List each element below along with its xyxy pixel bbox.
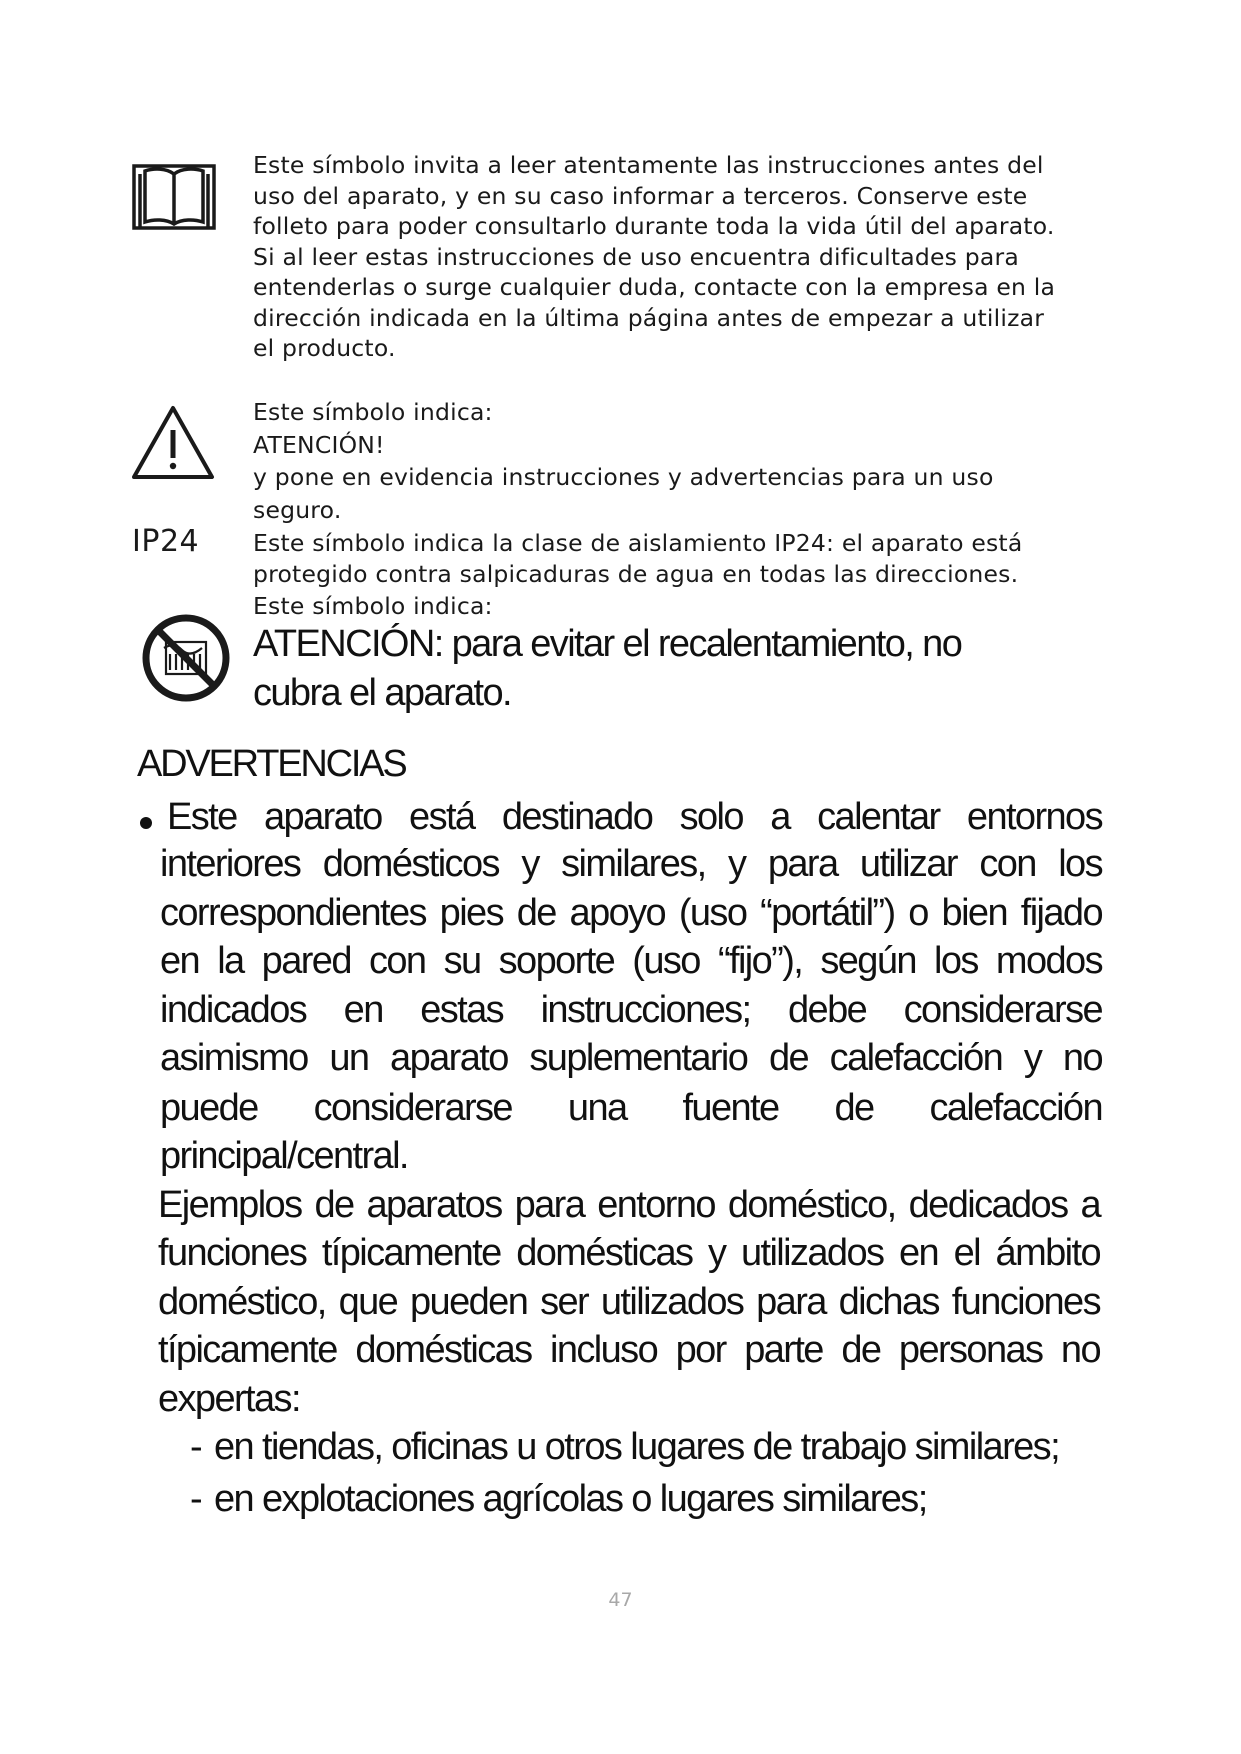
nocover-warning — [253, 623, 1013, 733]
text-line: seguro. — [253, 495, 342, 524]
text-line: puede considerarse una fuente de calefacción — [160, 1087, 1102, 1129]
ip24-label: IP24 — [132, 524, 200, 559]
text-line: Ejemplos de aparatos para entorno doméstico, dedicados a — [158, 1184, 1100, 1226]
page-number: 47 — [608, 1589, 633, 1611]
text-line: correspondientes pies de apoyo (uso “portátil”) o bien fijado — [160, 892, 1102, 934]
list-item: en explotaciones agrícolas o lugares similares; — [214, 1478, 927, 1520]
text-line: expertas: — [158, 1378, 300, 1420]
text-line: Este símbolo indica: — [253, 398, 493, 426]
text-line: típicamente domésticas incluso por parte de personas no — [158, 1329, 1100, 1371]
text-line: Este símbolo invita a leer atentamente las instrucciones antes del — [253, 151, 1044, 179]
dash-marker: - — [190, 1426, 202, 1468]
text-line: cubra el aparato. — [253, 672, 511, 714]
list-item: en tiendas, oficinas u otros lugares de trabajo similares; — [214, 1426, 1060, 1468]
warning-triangle-icon — [130, 404, 216, 482]
nocover-intro: Este símbolo indica: — [253, 592, 493, 620]
text-line: ATENCIÓN! — [253, 430, 385, 459]
text-line: entenderlas o surge cualquier duda, contacte con la empresa en la — [253, 273, 1056, 301]
warning-text — [253, 397, 994, 525]
text-line: Si al leer estas instrucciones de uso encuentra dificultades para — [253, 242, 1019, 271]
read-manual-icon — [132, 160, 216, 232]
text-line: en la pared con su soporte (uso “fijo”), según los modos — [160, 940, 1102, 982]
do-not-cover-icon — [140, 612, 232, 704]
text-line: principal/central. — [160, 1135, 408, 1177]
text-line: Este símbolo indica la clase de aislamiento IP24: el aparato está — [253, 529, 1023, 557]
ip-text — [253, 528, 1022, 589]
text-line: dirección indicada en la última página antes de empezar a utilizar — [253, 303, 1045, 332]
dash-marker: - — [190, 1478, 202, 1520]
text-line: indicados en estas instrucciones; debe considerarse — [160, 989, 1102, 1031]
text-line: uso del aparato, y en su caso informar a terceros. Conserve este — [253, 181, 1028, 210]
text-line: folleto para poder consultarlo durante toda la vida útil del aparato. — [253, 212, 1055, 240]
text-line: doméstico, que pueden ser utilizados para dichas funciones — [158, 1281, 1100, 1323]
text-line: protegido contra salpicaduras de agua en todas las direcciones. — [253, 559, 1019, 588]
warnings-heading: ADVERTENCIAS — [137, 743, 406, 785]
read-manual-text — [253, 150, 1055, 364]
text-line: ATENCIÓN: para evitar el recalentamiento, no — [253, 623, 962, 665]
text-line: y pone en evidencia instrucciones y advertencias para un uso — [253, 463, 994, 491]
text-line: el producto. — [253, 334, 396, 362]
text-line: funciones típicamente domésticas y utilizados en el ámbito — [158, 1232, 1100, 1274]
text-line: Este aparato está destinado solo a calentar entornos — [167, 796, 1102, 838]
text-line: interiores domésticos y similares, y para utilizar con los — [160, 843, 1102, 885]
text-line: asimismo un aparato suplementario de calefacción y no — [160, 1037, 1102, 1079]
bullet-icon — [140, 817, 152, 829]
